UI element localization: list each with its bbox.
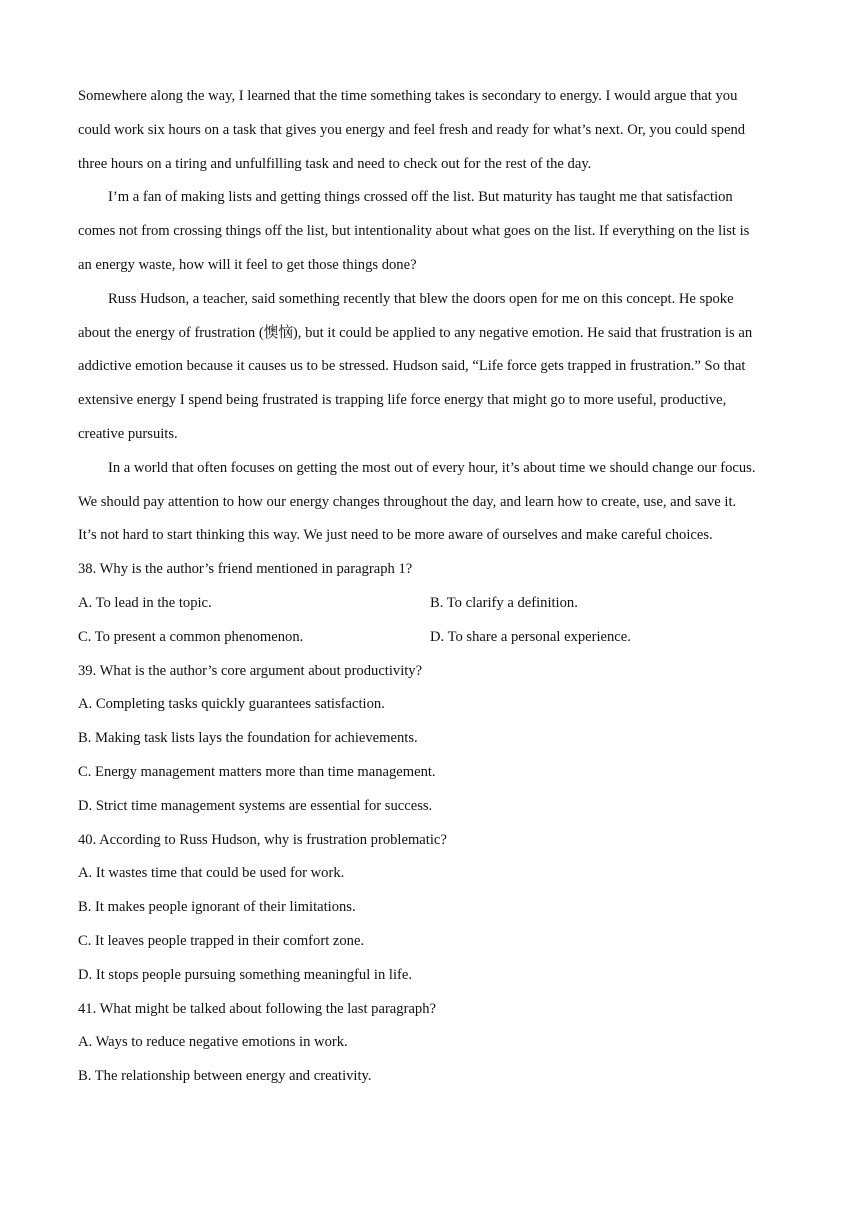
option-c: C. To present a common phenomenon.: [78, 628, 304, 645]
text-line: extensive energy I spend being frustrated is trapping life force energy that might go to more useful, productive,: [78, 392, 727, 409]
text-line: creative pursuits.: [78, 425, 178, 442]
option-a: A. To lead in the topic.: [78, 594, 212, 611]
text-line: Somewhere along the way, I learned that the time something takes is secondary to energy. I would argue that you: [78, 88, 738, 104]
options-row: [78, 587, 783, 621]
question-stem: 38. Why is the author’s friend mentioned in paragraph 1?: [78, 561, 413, 578]
paragraph-2: [78, 181, 783, 282]
text-line: We should pay attention to how our energy changes throughout the day, and learn how to create, use, and save it.: [78, 493, 737, 510]
text-line: addictive emotion because it causes us to be stressed. Hudson said, “Life force gets trapped in frustration.” So that: [78, 358, 746, 375]
text-line: Russ Hudson, a teacher, said something recently that blew the doors open for me on this concept. He spoke: [108, 290, 734, 307]
option-b: B. To clarify a definition.: [430, 594, 578, 611]
option-a: A. Ways to reduce negative emotions in work.: [78, 1034, 348, 1051]
text-line: comes not from crossing things off the list, but intentionality about what goes on the list. If everything on the list is: [78, 223, 750, 240]
paragraph-1: [78, 80, 783, 181]
question-39: [78, 655, 783, 824]
question-40: [78, 824, 783, 993]
options-row: [78, 621, 783, 655]
option-c: C. It leaves people trapped in their comfort zone.: [78, 932, 365, 949]
question-stem: 41. What might be talked about following the last paragraph?: [78, 1000, 436, 1017]
option-a: A. It wastes time that could be used for work.: [78, 865, 345, 882]
option-c: C. Energy management matters more than time management.: [78, 763, 436, 780]
document-page: [78, 80, 783, 1094]
option-a: A. Completing tasks quickly guarantees satisfaction.: [78, 696, 385, 713]
option-d: D. It stops people pursuing something meaningful in life.: [78, 966, 412, 983]
option-b: B. The relationship between energy and creativity.: [78, 1068, 372, 1085]
text-line: I’m a fan of making lists and getting things crossed off the list. But maturity has taught me that satisfaction: [108, 189, 733, 206]
text-line: could work six hours on a task that gives you energy and feel fresh and ready for what’s next. Or, you could spend: [78, 121, 746, 138]
paragraph-4: [78, 452, 783, 553]
question-stem: 39. What is the author’s core argument about productivity?: [78, 662, 423, 679]
text-line: an energy waste, how will it feel to get those things done?: [78, 256, 417, 273]
question-41: [78, 993, 783, 1094]
option-d: D. To share a personal experience.: [430, 628, 631, 645]
option-d: D. Strict time management systems are essential for success.: [78, 797, 433, 814]
text-line: In a world that often focuses on getting the most out of every hour, it’s about time we should change our focus.: [108, 459, 756, 476]
text-line: It’s not hard to start thinking this way. We just need to be more aware of ourselves and make careful choices.: [78, 527, 713, 544]
text-line: three hours on a tiring and unfulfilling task and need to check out for the rest of the day.: [78, 155, 592, 172]
paragraph-3: [78, 283, 783, 452]
text-line: about the energy of frustration (懊恼), but it could be applied to any negative emotion. He said that frustration is an: [78, 324, 753, 341]
question-stem: 40. According to Russ Hudson, why is frustration problematic?: [78, 831, 447, 848]
option-b: B. It makes people ignorant of their limitations.: [78, 899, 356, 916]
option-b: B. Making task lists lays the foundation for achievements.: [78, 730, 418, 747]
question-38: [78, 553, 783, 654]
